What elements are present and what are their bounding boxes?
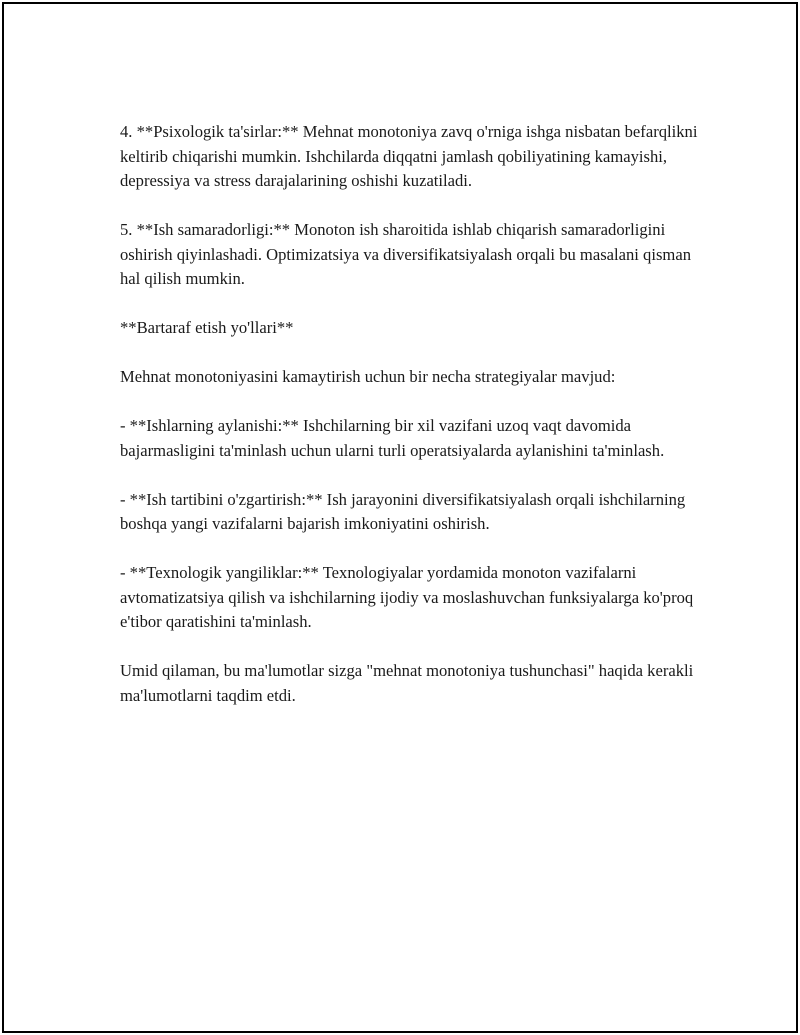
list-item-work-order-change: - **Ish tartibini o'zgartirish:** Ish jarayonini diversifikatsiyalash orqali ishchilarning boshqa yangi vazifalarni bajarish imkoniyatini oshirish. xyxy=(120,489,686,533)
section-heading-solutions: **Bartaraf etish yo'llari** xyxy=(120,318,294,337)
list-item-job-rotation: - **Ishlarning aylanishi:** Ishchilarning bir xil vazifani uzoq vaqt davomida bajarmasligini ta'minlash uchun ularni turli operatsiyalarda aylanishini ta'minlash. xyxy=(120,416,665,460)
page-frame xyxy=(2,2,798,1033)
paragraph-psychological-effects: 4. **Psixologik ta'sirlar:** Mehnat monotoniya zavq o'rniga ishga nisbatan befarqlikni keltirib chiqarishi mumkin. Ishchilarda diqqatni jamlash qobiliyatining kamayishi, depressiya va stress darajalarining oshishi kuzatiladi. xyxy=(120,122,698,190)
list-item-tech-innovations: - **Texnologik yangiliklar:** Texnologiyalar yordamida monoton vazifalarni avtomatizatsiya qilish va ishchilarning ijodiy va moslashuvchan funksiyalarga ko'proq e'tibor qaratishini ta'minlash. xyxy=(120,563,694,631)
document-body xyxy=(120,120,710,733)
paragraph-strategies-intro: Mehnat monotoniyasini kamaytirish uchun bir necha strategiyalar mavjud: xyxy=(120,367,616,386)
paragraph-work-efficiency: 5. **Ish samaradorligi:** Monoton ish sharoitida ishlab chiqarish samaradorligini oshirish qiyinlashadi. Optimizatsiya va diversifikatsiyalash orqali bu masalani qisman hal qilish mumkin. xyxy=(120,220,691,288)
paragraph-closing: Umid qilaman, bu ma'lumotlar sizga "mehnat monotoniya tushunchasi" haqida kerakli ma'lumotlarni taqdim etdi. xyxy=(120,661,694,705)
